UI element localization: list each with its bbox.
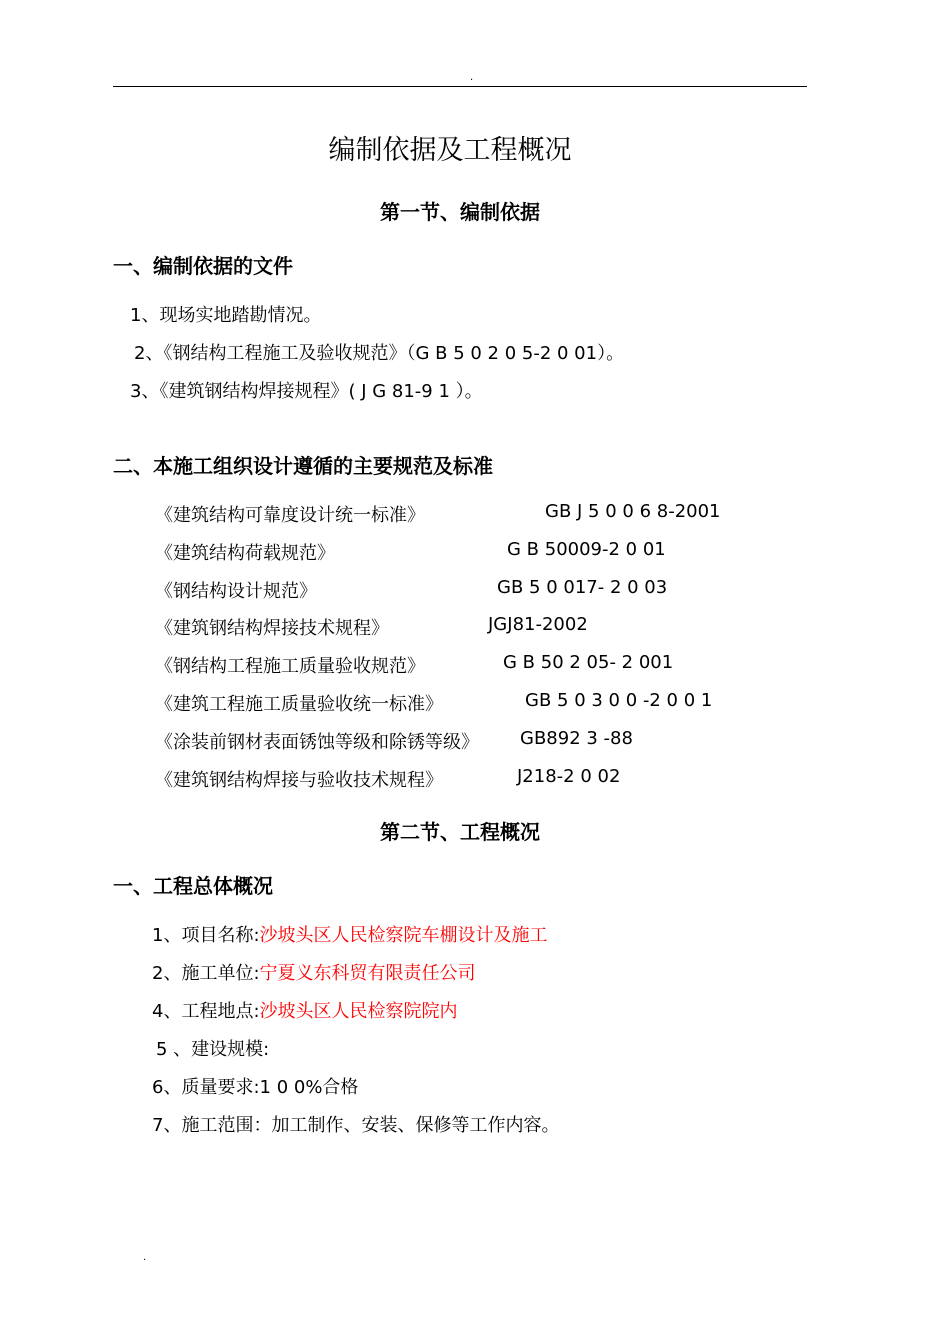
standard-name: 《钢结构工程施工质量验收规范》 <box>155 656 425 677</box>
standard-code: GB J 5 0 0 6 8-2001 <box>545 501 721 522</box>
overview-label: 7、施工范围： <box>152 1115 272 1136</box>
overview-item-quality <box>152 1073 358 1099</box>
overview-label: 5 、建设规模: <box>156 1039 270 1060</box>
standard-code: GB 5 0 017- 2 0 03 <box>497 577 668 598</box>
overview-label: 6、质量要求: <box>152 1077 260 1098</box>
overview-value: 加工制作、安装、保修等工作内容。 <box>271 1115 560 1136</box>
basis-item-2: 2、《钢结构工程施工及验收规范》（G B 5 0 2 0 5-2 0 01）。 <box>134 343 625 364</box>
header-rule <box>113 86 807 87</box>
overview-value: 沙坡头区人民检察院车棚设计及施工 <box>259 925 548 946</box>
overview-item-scale <box>156 1035 269 1061</box>
header-marker: . <box>470 72 474 83</box>
standard-name: 《建筑工程施工质量验收统一标准》 <box>155 694 443 715</box>
overview-label: 4、工程地点: <box>152 1001 260 1022</box>
overview-item-scope <box>152 1111 559 1137</box>
overview-value: 宁夏义东科贸有限责任公司 <box>259 963 476 984</box>
basis-item-3: 3、《建筑钢结构焊接规程》( J G 81-9 1 ）。 <box>130 381 483 402</box>
footer-marker: . <box>143 1252 147 1263</box>
standard-code: G B 50 2 05- 2 001 <box>503 652 674 673</box>
standard-code: GB 5 0 3 0 0 -2 0 0 1 <box>525 690 713 711</box>
overview-value: 1 0 0%合格 <box>259 1077 359 1098</box>
standard-code: JGJ81-2002 <box>488 614 588 635</box>
standard-name: 《建筑结构可靠度设计统一标准》 <box>155 505 425 526</box>
overview-item-contractor <box>152 959 476 985</box>
standard-code: J218-2 0 02 <box>517 766 621 787</box>
document-title: 编制依据及工程概况 <box>328 135 572 166</box>
overview-label: 2、施工单位: <box>152 963 260 984</box>
standard-name: 《建筑钢结构焊接与验收技术规程》 <box>155 770 443 791</box>
basis-item-1: 1、现场实地踏勘情况。 <box>130 305 322 326</box>
standard-code: GB892 3 -88 <box>520 728 633 749</box>
standard-name: 《钢结构设计规范》 <box>155 581 317 602</box>
overview-item-project-name <box>152 921 548 947</box>
overview-label: 1、项目名称: <box>152 925 260 946</box>
section-2-heading-1: 一、工程总体概况 <box>113 874 273 898</box>
standard-name: 《建筑结构荷载规范》 <box>155 543 335 564</box>
section-1-heading-2: 二、本施工组织设计遵循的主要规范及标准 <box>113 454 493 478</box>
overview-item-location <box>152 997 458 1023</box>
section-1-heading-1: 一、编制依据的文件 <box>113 254 293 278</box>
standard-name: 《涂装前钢材表面锈蚀等级和除锈等级》 <box>155 732 479 753</box>
section-2-title: 第二节、工程概况 <box>380 820 540 844</box>
standard-code: G B 50009-2 0 01 <box>507 539 666 560</box>
standard-name: 《建筑钢结构焊接技术规程》 <box>155 618 389 639</box>
overview-value: 沙坡头区人民检察院院内 <box>259 1001 458 1022</box>
section-1-title: 第一节、编制依据 <box>380 200 540 224</box>
